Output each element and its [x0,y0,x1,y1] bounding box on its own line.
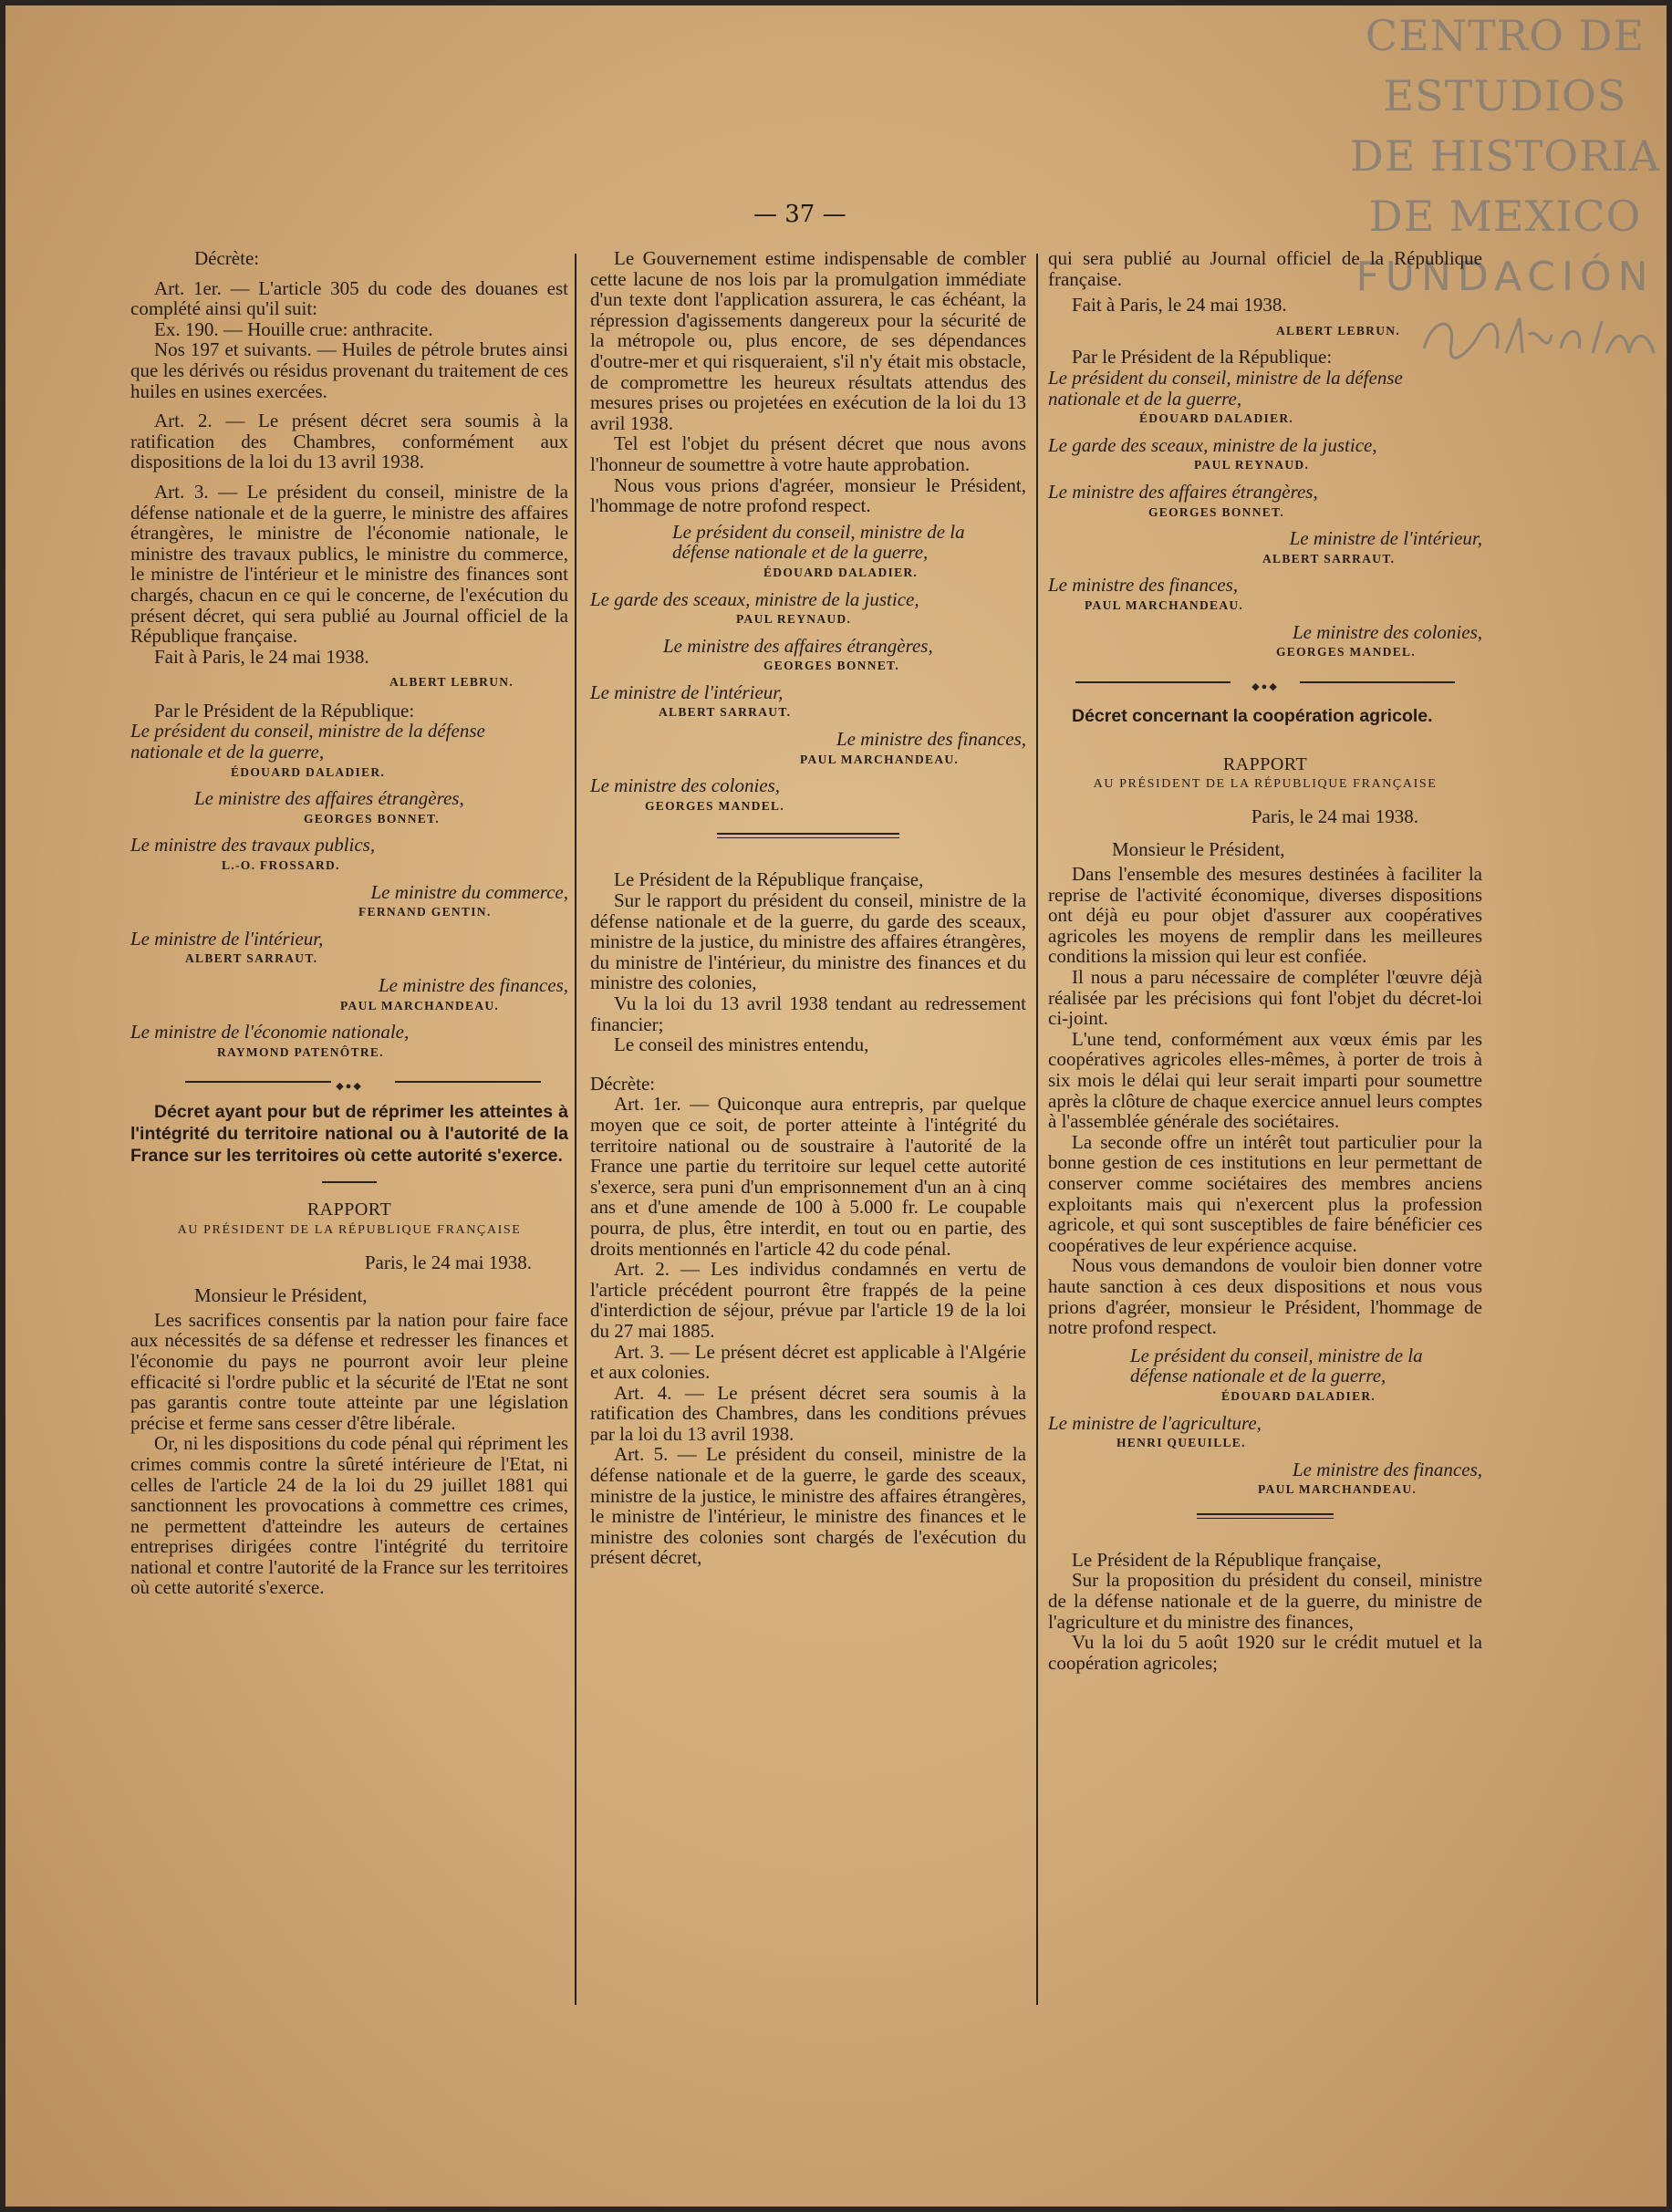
dateline: Fait à Paris, le 24 mai 1938. [1072,294,1287,317]
signature-intro: Par le Président de la République: [154,699,415,722]
double-rule [1197,1513,1334,1519]
dateline: Fait à Paris, le 24 mai 1938. [154,645,369,668]
signature-title: Le ministre des finances, [836,728,1026,751]
signatory-name: ALBERT LEBRUN. [389,675,514,690]
signature-title: Le président du conseil, ministre de la défense nationale et de la guerre, [672,520,965,564]
signatory-name: ÉDOUARD DALADIER. [1221,1388,1376,1403]
article: Art. 3. — Le présent décret est applicable à l'Algérie et aux colonies. [590,1340,1026,1384]
column-rule [575,254,576,2005]
signatory-name: PAUL REYNAUD. [736,612,852,627]
decree-label: Décrète: [194,247,260,269]
signatory-name: ALBERT LEBRUN. [1275,323,1400,338]
watermark-line: DE HISTORIA [1349,131,1661,181]
watermark-foundation: FUNDACIÓN [1355,254,1655,300]
signatory-name: ALBERT SARRAUT. [185,951,318,966]
signatory-name: PAUL MARCHANDEAU. [340,998,500,1013]
signature-title: Le ministre de l'agriculture, [1048,1411,1262,1434]
newspaper-page [5,5,1667,2207]
salutation: Monsieur le Président, [1112,838,1285,861]
signature-intro: Par le Président de la République: [1072,346,1333,369]
signature-title: Le ministre des affaires étrangères, [663,634,933,657]
paragraph: Or, ni les dispositions du code pénal qui répriment les crimes commis contre la sûreté intérieure de l'Etat, ni celles de l'article 24 de la loi du 29 juillet 1881 qui sanctionnent les provocations à commettre ces crimes, ne permettent d'atteindre les auteurs de certaines entreprises dirigées contre l'intégrité du territoire national et contre l'autorité de la France sur les territoires où cette autorité s'exerce. [130,1432,568,1599]
article: Nos 197 et suivants. — Huiles de pétrole brutes ainsi que les dérivés ou résidus provenant du traitement de ces huiles en usines exercées. [130,338,568,402]
signatory-name: PAUL MARCHANDEAU. [1258,1482,1418,1497]
paragraph: Nous vous prions d'agréer, monsieur le Président, l'hommage de notre profond respect. [590,473,1026,517]
article: Art. 3. — Le président du conseil, ministre de la défense nationale et de la guerre, le ministre des affaires étrangères, le ministre de l'économie nationale, le ministre des travaux publics, le ministre du commerce, le ministre de l'intérieur et le ministre des finances sont chargés, chacun en ce qui le concerne, de l'exécution du présent décret, qui sera publié au Journal officiel de la République française. [130,480,568,648]
signatory-name: PAUL REYNAUD. [1194,458,1310,473]
paragraph: Dans l'ensemble des mesures destinées à faciliter la reprise de l'activité économique, diverses dispositions ont déjà eu pour objet d'assurer aux coopératives agricoles les moyens de remplir dans les meilleures conditions la mission qui leur est confiée. [1048,863,1482,968]
signature-title: Le ministre des affaires étrangères, [1048,480,1318,503]
signatory-name: PAUL MARCHANDEAU. [1085,597,1244,612]
signatory-name: HENRI QUEUILLE. [1116,1436,1246,1450]
section-divider: ◆●◆ [130,1075,568,1088]
column-right [1048,248,1482,1673]
article: Ex. 190. — Houille crue: anthracite. [154,317,433,340]
watermark-line: CENTRO DE [1365,11,1646,60]
signatory-name: ÉDOUARD DALADIER. [763,565,919,579]
signature-title: Le ministre des affaires étrangères, [194,787,464,810]
paragraph: Sur la proposition du président du conseil, ministre de la défense nationale et de la guerre, du ministre de l'agriculture et du ministre des finances, [1048,1569,1482,1633]
paragraph: La seconde offre un intérêt tout particulier pour la bonne gestion de ces institutions en leur permettant de conserver comme sociétaires des membres anciens exploitants mais qui n'exercent plus la profession agricole, et qui sont susceptibles de faire bénéficier ces coopératives de leur expérience acquise. [1048,1130,1482,1256]
dateline: Paris, le 24 mai 1938. [364,1251,532,1273]
article: Art. 1er. — L'article 305 du code des douanes est complété ainsi qu'il suit: [130,276,568,320]
column-left [130,248,568,1598]
article: Art. 2. — Le présent décret sera soumis à la ratification des Chambres, conformément aux dispositions de la loi du 13 avril 1938. [130,410,568,473]
signature-title: Le président du conseil, ministre de la défense nationale et de la guerre, [130,720,485,763]
decree-label: Décrète: [590,1072,656,1095]
signatory-name: GEORGES BONNET. [1148,504,1285,519]
decree-heading: Décret ayant pour but de réprimer les atteintes à l'intégrité du territoire national ou à l'autorité de la France sur les territoires où cette autorité s'exerce. [130,1102,568,1167]
page-number: — 37 — [753,201,846,228]
paragraph: Le conseil des ministres entendu, [614,1033,869,1056]
signatory-name: FERNAND GENTIN. [358,905,492,919]
signature-title: Le garde des sceaux, ministre de la justice, [1048,433,1377,456]
column-rule [1036,254,1038,2005]
signature-title: Le ministre des colonies, [590,774,781,797]
signature-title: Le ministre de l'économie nationale, [130,1021,410,1044]
paragraph: Vu la loi du 5 août 1920 sur le crédit mutuel et la coopération agricoles; [1048,1631,1482,1674]
salutation: Monsieur le Président, [194,1284,368,1307]
signature-title: Le garde des sceaux, ministre de la justice, [590,587,919,610]
article: Art. 2. — Les individus condamnés en vertu de l'article précédent pourront être frappés de la peine d'interdiction de séjour, prévue par l'article 19 de la loi du 27 mai 1885. [590,1258,1026,1342]
paragraph: Nous vous demandons de vouloir bien donner votre haute sanction à ces deux dispositions et nous vous prions d'agréer, monsieur le Président, l'hommage de notre profond respect. [1048,1254,1482,1339]
signatory-name: ALBERT SARRAUT. [659,705,792,720]
signature-title: Le ministre des travaux publics, [130,834,376,857]
paragraph: qui sera publié au Journal officiel de la République française. [1048,247,1482,290]
report-title: RAPPORT [306,1199,392,1220]
dateline: Paris, le 24 mai 1938. [1251,805,1418,827]
signatory-name: L.-O. FROSSARD. [222,858,340,873]
watermark-line: ESTUDIOS [1383,71,1627,120]
preamble: Le Président de la République française, [1072,1548,1382,1571]
article: Art. 1er. — Quiconque aura entrepris, par quelque moyen que ce soit, de porter atteinte à l'intégrité du territoire national ou de soustraire à l'autorité de la France une partie du territoire sur lequel cette autorité s'exerce, sera puni d'un emprisonnement d'un an à cinq ans et d'une amende de 100 à 5.000 fr. Le coupable pourra, de plus, être interdit, en tout ou en partie, des droits mentionnés en l'article 42 du code pénal. [590,1093,1026,1260]
signature-title: Le ministre de l'intérieur, [1289,527,1482,550]
signature-title: Le ministre de l'intérieur, [130,927,324,950]
watermark-line: DE MEXICO [1368,192,1642,241]
signatory-name: GEORGES BONNET. [304,811,441,826]
signatory-name: GEORGES MANDEL. [1276,645,1417,659]
short-rule [322,1181,377,1183]
signatory-name: ALBERT SARRAUT. [1262,551,1396,566]
signature-title: Le ministre des colonies, [1292,620,1482,643]
paragraph: Il nous a paru nécessaire de compléter l'œuvre déjà réalisée par les précisions qui font l'objet du décret-loi ci-joint. [1048,966,1482,1030]
signatory-name: RAYMOND PATENÔTRE. [217,1044,384,1059]
signatory-name: GEORGES MANDEL. [645,798,785,813]
signature-title: Le ministre des finances, [1048,574,1239,597]
signatory-name: ÉDOUARD DALADIER. [1139,411,1294,426]
signatory-name: PAUL MARCHANDEAU. [800,752,960,766]
column-center [590,248,1026,1568]
article: Art. 5. — Le président du conseil, ministre de la défense nationale et de la guerre, le garde des sceaux, ministre de la justice, le ministre des affaires étrangères, le ministre de l'intérieur, le ministre des finances et le ministre des colonies sont chargés de l'exécution du présent décret, [590,1443,1026,1569]
article: Art. 4. — Le présent décret sera soumis à la ratification des Chambres, dans les conditions prévues par la loi du 13 avril 1938. [590,1381,1026,1445]
section-divider: ◆●◆ [1048,676,1482,689]
paragraph: Tel est l'objet du présent décret que nous avons l'honneur de soumettre à votre haute approbation. [590,432,1026,475]
paragraph: L'une tend, conformément aux vœux émis par les coopératives agricoles elles-mêmes, à porter de trois à six mois le délai qui leur serait imparti pour soumettre après la clôture de chaque exercice annuel leurs comptes à l'assemblée générale des sociétaires. [1048,1027,1482,1133]
report-subtitle: AU PRÉSIDENT DE LA RÉPUBLIQUE FRANÇAISE [177,1222,522,1237]
signature-title: Le ministre des finances, [1292,1458,1482,1480]
paragraph: Sur le rapport du président du conseil, ministre de la défense nationale et de la guerre, du garde des sceaux, ministre de la justice, du ministre des affaires étrangères, du ministre de l'intérieur, du ministre des finances et du ministre des colonies, [590,889,1026,994]
paragraph: Vu la loi du 13 avril 1938 tendant au redressement financier; [590,992,1026,1035]
signature-title: Le ministre du commerce, [370,880,568,903]
decree-heading: Décret concernant la coopération agricole. [1072,705,1433,726]
paragraph: Le Gouvernement estime indispensable de combler cette lacune de nos lois par la promulgation immédiate d'un texte dont l'application assurera, le cas échéant, la répression d'agissements dangereux pour la sécurité de la métropole ou, plus encore, de ses dépendances d'outre-mer et qui risqueraient, s'il n'y était mis obstacle, de compromettre les heureux résultats attendus des mesures prises ou projetées en exécution de la loi du 13 avril 1938. [590,247,1026,434]
signature-title: Le président du conseil, ministre de la défense nationale et de la guerre, [1130,1344,1423,1387]
signature-title: Le président du conseil, ministre de la défense nationale et de la guerre, [1048,366,1403,410]
report-subtitle: AU PRÉSIDENT DE LA RÉPUBLIQUE FRANÇAISE [1093,777,1438,792]
preamble: Le Président de la République française, [614,868,924,891]
double-rule [717,833,899,838]
report-title: RAPPORT [1222,753,1308,774]
signature-title: Le ministre de l'intérieur, [590,680,784,703]
paragraph: Les sacrifices consentis par la nation pour faire face aux nécessités de sa défense et redresser les finances et l'économie du pays ne pourront avoir leur pleine efficacité si l'ordre public et la sécurité de l'Etat ne sont pas garantis contre toute atteinte par une législation précise et ferme sans cesser d'être libérale. [130,1308,568,1434]
signatory-name: GEORGES BONNET. [763,659,900,673]
signature-title: Le ministre des finances, [378,974,568,996]
signatory-name: ÉDOUARD DALADIER. [231,764,386,779]
